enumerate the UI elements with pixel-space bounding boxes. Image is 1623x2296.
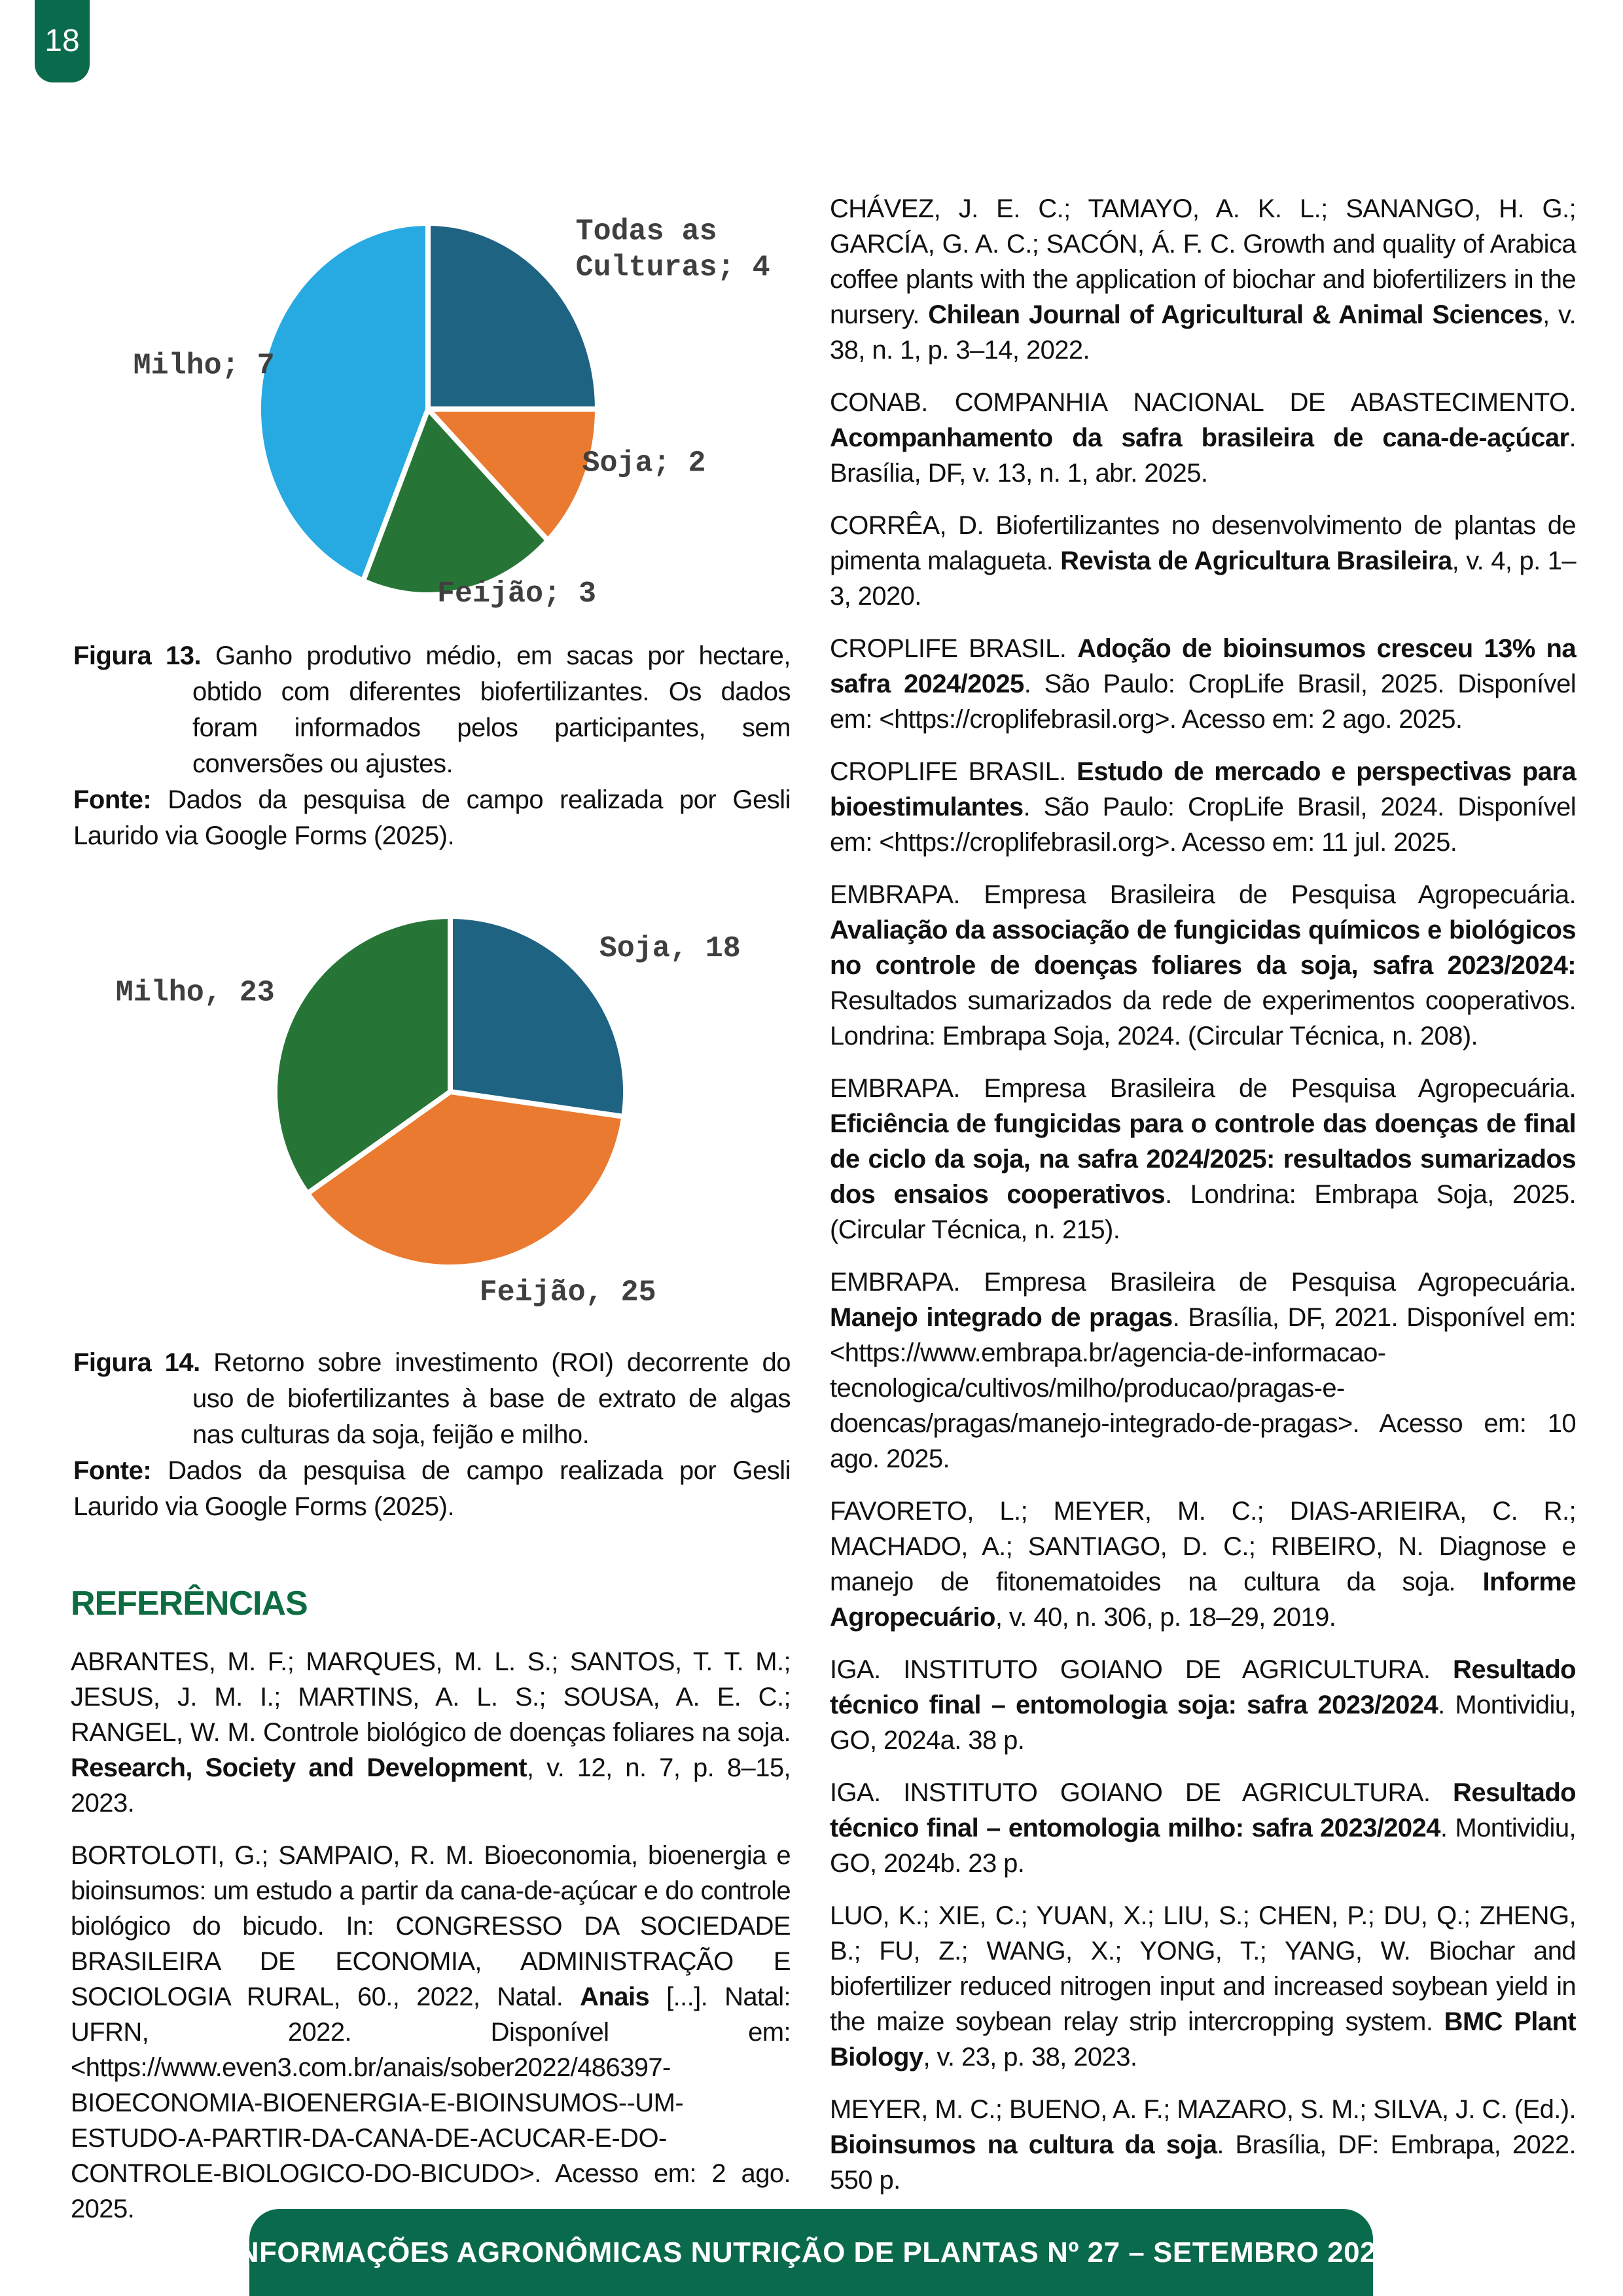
reference-text: , v. 12, n. 7, p. 8–15, 2023. xyxy=(71,1753,791,1818)
reference-entry xyxy=(71,1838,791,2227)
reference-text: , v. 4, p. 1–3, 2020. xyxy=(830,547,1576,611)
reference-text: Resultados sumarizados da rede de experimentos cooperativos. Londrina: Embrapa Soja, 2024. (Circular Técnica, n. 208). xyxy=(830,986,1576,1050)
reference-text: . São Paulo: CropLife Brasil, 2025. Disponível em: <https://croplifebrasil.org>. Acesso em: 2 ago. 2025. xyxy=(830,670,1576,734)
figure14-caption-text xyxy=(73,1345,791,1453)
figure14-caption-body: Retorno sobre investimento (ROI) decorrente do uso de biofertilizantes à base de extrato de algas nas culturas da soja, feijão e milho. xyxy=(192,1348,791,1449)
reference-entry xyxy=(830,1652,1576,1758)
reference-text: BORTOLOTI, G.; SAMPAIO, R. M. Bioeconomia, bioenergia e bioinsumos: um estudo a partir da cana-de-açúcar e do controle biológico do bicudo. In: CONGRESSO DA SOCIEDADE BRASILEIRA DE ECONOMIA, ADMINISTRAÇÃO E SOCIOLOGIA RURAL, 60., 2022, Natal. xyxy=(71,1841,791,2011)
reference-entry xyxy=(830,1071,1576,1247)
pie-slice-label: Todas as Culturas; 4 xyxy=(575,215,770,285)
figure14-source xyxy=(73,1453,791,1525)
pie-slice xyxy=(428,223,597,409)
reference-entry xyxy=(830,877,1576,1054)
figure13-caption-body: Ganho produtivo médio, em sacas por hectare, obtido com diferentes biofertilizantes. Os dados foram informados pelos participantes, sem conversões ou ajustes. xyxy=(192,641,791,778)
reference-text: LUO, K.; XIE, C.; YUAN, X.; LIU, S.; CHEN, P.; DU, Q.; ZHENG, B.; FU, Z.; WANG, X.; YONG, T.; YANG, W. Biochar and biofertilizer reduced nitrogen input and increased soybean yield in the maize soybean relay strip intercropping system. xyxy=(830,1901,1576,2036)
reference-title-bold: Resultado técnico final – entomologia soja: safra 2023/2024 xyxy=(830,1655,1576,1719)
figure13-source-body: Dados da pesquisa de campo realizada por Gesli Laurido via Google Forms (2025). xyxy=(73,785,791,850)
reference-text: CHÁVEZ, J. E. C.; TAMAYO, A. K. L.; SANANGO, H. G.; GARCÍA, G. A. C.; SACÓN, Á. F. C. Growth and quality of Arabica coffee plants with the application of biochar and biofertilizers in the nursery. xyxy=(830,194,1576,329)
reference-entry xyxy=(830,754,1576,860)
reference-text: ABRANTES, M. F.; MARQUES, M. L. S.; SANTOS, T. T. M.; JESUS, J. M. I.; MARTINS, A. L. S.; SOUSA, A. E. C.; RANGEL, W. M. Controle biológico de doenças foliares na soja. xyxy=(71,1647,791,1747)
reference-text: . São Paulo: CropLife Brasil, 2024. Disponível em: <https://croplifebrasil.org>. Acesso em: 11 jul. 2025. xyxy=(830,793,1576,857)
reference-title-bold: Manejo integrado de pragas xyxy=(830,1303,1173,1332)
reference-text: CROPLIFE BRASIL. xyxy=(830,757,1077,786)
reference-title-bold: Adoção de bioinsumos cresceu 13% na safra 2024/2025 xyxy=(830,634,1576,698)
page-number: 18 xyxy=(45,24,80,58)
references-heading: REFERÊNCIAS xyxy=(71,1585,308,1623)
reference-text: FAVORETO, L.; MEYER, M. C.; DIAS-ARIEIRA, C. R.; MACHADO, A.; SANTIAGO, D. C.; RIBEIRO, N. Diagnose e manejo de fitonematoides na cultura da soja. xyxy=(830,1497,1576,1596)
reference-text: , v. 40, n. 306, p. 18–29, 2019. xyxy=(995,1603,1336,1632)
reference-entry xyxy=(830,631,1576,737)
figure14-caption-label: Figura 14. xyxy=(73,1348,200,1377)
pie-slice-label: Soja; 2 xyxy=(582,446,706,480)
reference-entry xyxy=(830,1265,1576,1477)
figure13-source xyxy=(73,782,791,854)
reference-title-bold: Chilean Journal of Agricultural & Animal Sciences xyxy=(928,300,1543,329)
pie-slice-label: Feijão, 25 xyxy=(479,1276,656,1310)
reference-title-bold: Informe Agropecuário xyxy=(830,1568,1576,1632)
reference-text: CONAB. COMPANHIA NACIONAL DE ABASTECIMENTO. xyxy=(830,388,1576,417)
reference-title-bold: Anais xyxy=(580,1982,650,2011)
reference-text: MEYER, M. C.; BUENO, A. F.; MAZARO, S. M.; SILVA, J. C. (Ed.). xyxy=(830,2095,1576,2124)
reference-text: CORRÊA, D. Biofertilizantes no desenvolvimento de plantas de pimenta malagueta. xyxy=(830,511,1576,575)
footer-bar xyxy=(230,2209,1393,2296)
reference-entry xyxy=(830,385,1576,491)
figure13-pie-chart xyxy=(59,183,792,641)
figure14-pie-chart xyxy=(59,893,792,1352)
reference-text: IGA. INSTITUTO GOIANO DE AGRICULTURA. xyxy=(830,1655,1454,1684)
reference-title-bold: Acompanhamento da safra brasileira de cana-de-açúcar xyxy=(830,423,1569,452)
reference-entry xyxy=(830,2092,1576,2198)
pie-slice-label: Soja, 18 xyxy=(599,931,741,965)
reference-text: . Montividiu, GO, 2024a. 38 p. xyxy=(830,1691,1576,1755)
reference-title-bold: Avaliação da associação de fungicidas químicos e biológicos no controle de doenças foliares da soja, safra 2023/2024: xyxy=(830,916,1576,980)
figure14-source-label: Fonte: xyxy=(73,1456,152,1485)
page-number-badge xyxy=(35,0,90,82)
reference-text: EMBRAPA. Empresa Brasileira de Pesquisa Agropecuária. xyxy=(830,1074,1576,1103)
figure13-source-label: Fonte: xyxy=(73,785,152,814)
reference-entry xyxy=(830,1775,1576,1881)
reference-title-bold: BMC Plant Biology xyxy=(830,2007,1577,2072)
reference-text: IGA. INSTITUTO GOIANO DE AGRICULTURA. xyxy=(830,1778,1454,1807)
reference-entry xyxy=(830,191,1576,368)
reference-text: EMBRAPA. Empresa Brasileira de Pesquisa Agropecuária. xyxy=(830,1268,1576,1297)
reference-entry xyxy=(71,1644,791,1821)
reference-entry xyxy=(830,1494,1576,1635)
pie-slice-label: Milho, 23 xyxy=(115,976,275,1010)
reference-entry xyxy=(830,508,1576,614)
reference-text: , v. 38, n. 1, p. 3–14, 2022. xyxy=(830,300,1576,365)
reference-text: . Brasília, DF, v. 13, n. 1, abr. 2025. xyxy=(830,423,1576,488)
figure14-source-body: Dados da pesquisa de campo realizada por Gesli Laurido via Google Forms (2025). xyxy=(73,1456,791,1521)
reference-text: , v. 23, p. 38, 2023. xyxy=(923,2043,1137,2072)
reference-text: . Montividiu, GO, 2024b. 23 p. xyxy=(830,1814,1576,1878)
figure13-caption-text xyxy=(73,638,791,782)
reference-title-bold: Research, Society and Development xyxy=(71,1753,527,1782)
reference-entry xyxy=(830,1898,1576,2075)
reference-text: [...]. Natal: UFRN, 2022. Disponível em: <https://www.even3.com.br/anais/sober2022/486397-BIOECONOMIA-BIOENERGIA-E-BIOINSUMOS--UM-ESTUDO-A-PARTIR-DA-CANA-DE-ACUCAR-E-DO-CONTROLE-BIOLOGICO-DO-BICUDO>. Acesso em: 2 ago. 2025. xyxy=(71,1982,791,2223)
reference-text: . Londrina: Embrapa Soja, 2025. (Circular Técnica, n. 215). xyxy=(830,1180,1576,1244)
reference-title-bold: Bioinsumos na cultura da soja xyxy=(830,2130,1217,2159)
references-column-right xyxy=(830,191,1576,2215)
reference-title-bold: Revista de Agricultura Brasileira xyxy=(1060,547,1452,575)
figure13-caption xyxy=(73,638,791,854)
reference-text: EMBRAPA. Empresa Brasileira de Pesquisa Agropecuária. xyxy=(830,880,1576,909)
reference-text: . Brasília, DF, 2021. Disponível em: <https://www.embrapa.br/agencia-de-informacao-tecnologica/cultivos/milho/producao/pragas-e-doencas/pragas/manejo-integrado-de-pragas>. Acesso em: 10 ago. 2025. xyxy=(830,1303,1576,1473)
pie-slice-label: Feijão; 3 xyxy=(437,577,597,611)
footer-text: INFORMAÇÕES AGRONÔMICAS NUTRIÇÃO DE PLANTAS Nº 27 – SETEMBRO 2025 xyxy=(230,2236,1393,2269)
references-column-left xyxy=(71,1644,791,2244)
reference-title-bold: Eficiência de fungicidas para o controle das doenças de final de ciclo da soja, na safra 2024/2025: resultados sumarizados dos ensaios cooperativos xyxy=(830,1109,1576,1209)
reference-text: . Brasília, DF: Embrapa, 2022. 550 p. xyxy=(830,2130,1577,2195)
reference-title-bold: Estudo de mercado e perspectivas para bioestimulantes xyxy=(830,757,1576,821)
reference-text: CROPLIFE BRASIL. xyxy=(830,634,1078,663)
pie-slice-label: Milho; 7 xyxy=(133,349,275,383)
reference-title-bold: Resultado técnico final – entomologia milho: safra 2023/2024 xyxy=(830,1778,1576,1842)
figure14-caption xyxy=(73,1345,791,1525)
figure13-caption-label: Figura 13. xyxy=(73,641,202,670)
